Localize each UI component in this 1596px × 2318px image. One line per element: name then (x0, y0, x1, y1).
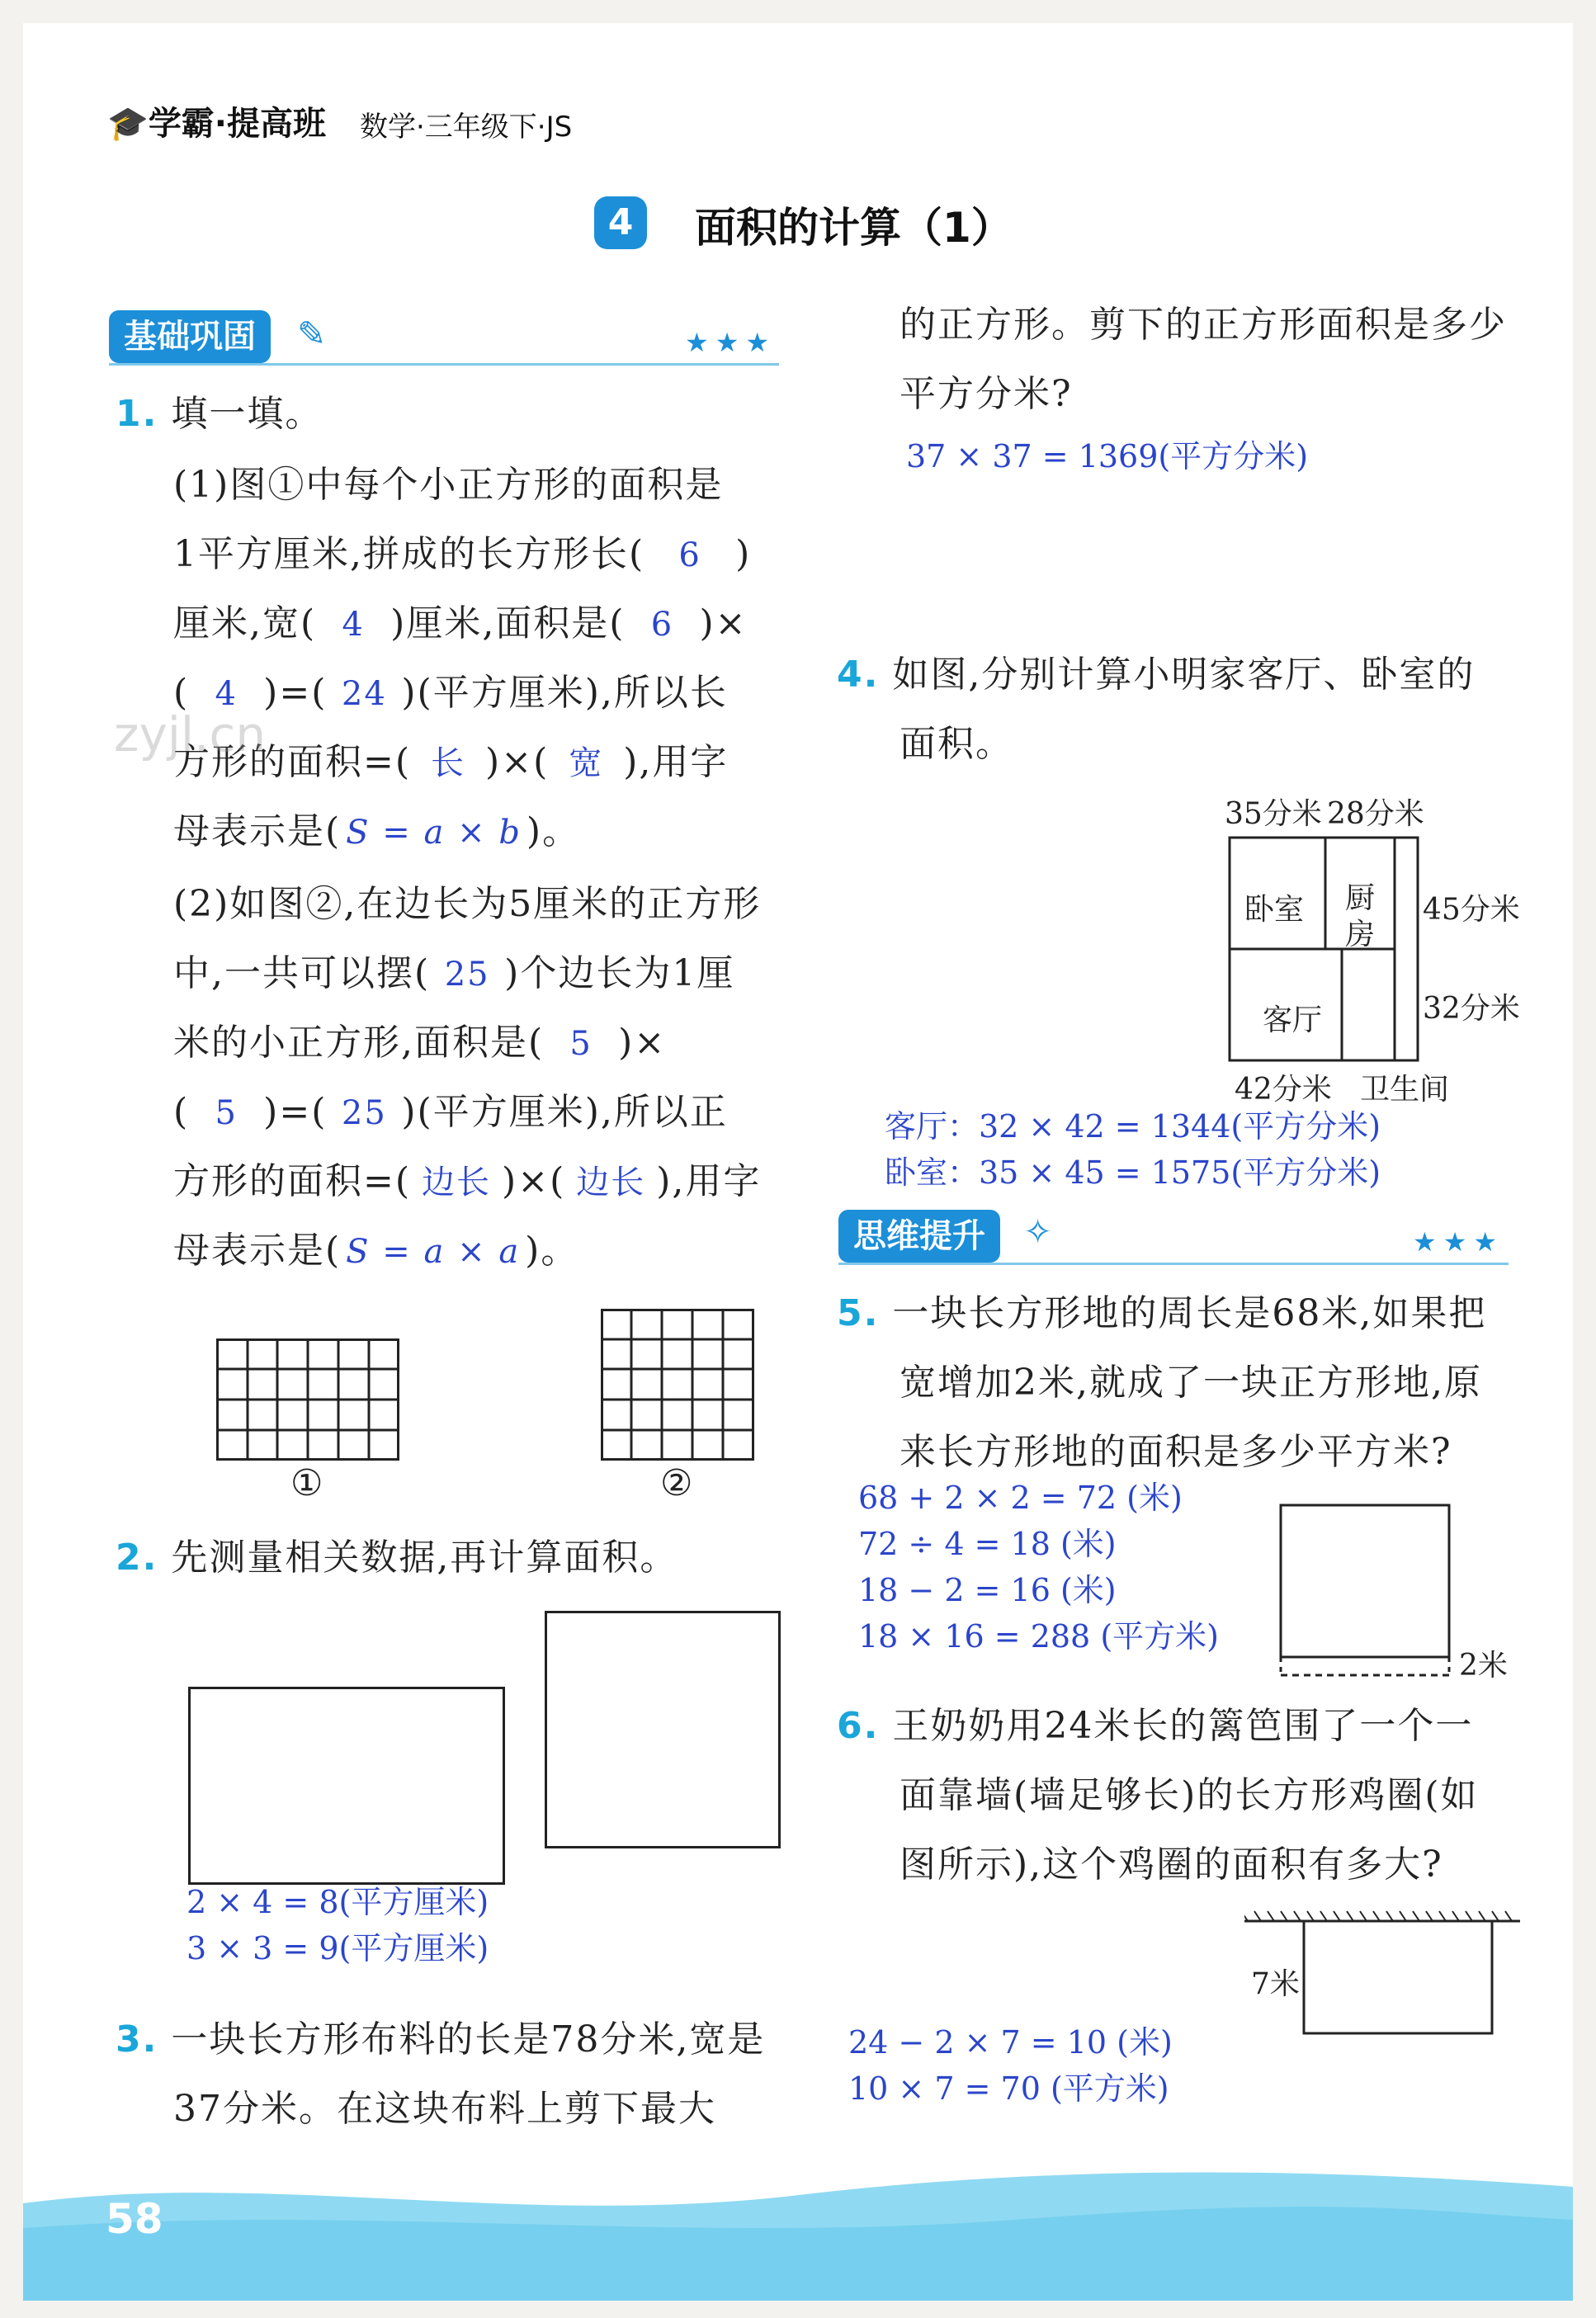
q4-dim-right-top: 45分米 (1423, 893, 1520, 927)
q1-text: )=( (263, 672, 328, 714)
figure1-grid (216, 1338, 399, 1461)
q6-answer1: 24 − 2 × 7 = 10 (米) (848, 2024, 1173, 2061)
q2-title (116, 1523, 678, 1593)
q4-answer2: 卧室：35 × 45 = 1575(平方分米) (885, 1154, 1381, 1191)
q1-text: )(平方厘米),所以长 (401, 672, 728, 714)
q4-dim-bottom: 42分米 (1235, 1073, 1332, 1107)
q4-room-kitchen-1: 厨 (1345, 881, 1376, 915)
q2-answer1: 2 × 4 = 8(平方厘米) (187, 1884, 489, 1920)
q1-text: 方形的面积=( (173, 1160, 412, 1202)
q1-p2-line5 (173, 1147, 761, 1217)
q4-number: 4. (837, 654, 880, 696)
q2-text: 先测量相关数据,再计算面积。 (171, 1537, 678, 1579)
q1-p1-line3 (173, 589, 748, 659)
q1-text: )个边长为1厘 (504, 952, 735, 994)
q1-p2-line1: (2)如图②,在边长为5厘米的正方形 (173, 883, 762, 925)
subject-label: 数学·三年级下·JS (360, 111, 573, 144)
q4-line1 (837, 640, 1475, 710)
q1-text: )。 (526, 810, 581, 852)
q3-line1 (116, 2005, 765, 2075)
q1-text: )厘米,面积是( (390, 602, 626, 644)
q5-number: 5. (837, 1292, 880, 1334)
q3-line3: 的正方形。剪下的正方形面积是多少 (900, 304, 1507, 346)
q1-text: 方形的面积=( (173, 741, 412, 783)
q3-number: 3. (116, 2018, 158, 2061)
q1-answer-word-side1: 边长 (422, 1164, 492, 1201)
q1-answer-length: 6 (678, 536, 701, 574)
q3-line2: 37分米。在这块布料上剪下最大 (173, 2088, 716, 2130)
q1-text: ( (173, 672, 190, 714)
section-basic-label: 基础巩固 (124, 318, 256, 356)
q4-dim-top-left: 35分米 (1225, 797, 1322, 831)
q4-room-kitchen-2: 房 (1345, 918, 1376, 951)
q1-answer-word-side2: 边长 (576, 1164, 646, 1201)
q5-figure (1277, 1502, 1467, 1680)
q5-line2: 宽增加2米,就成了一块正方形地,原 (900, 1362, 1482, 1404)
section-advanced-stars: ★★★ (1413, 1226, 1504, 1258)
lesson-title: 面积的计算（1） (695, 204, 1013, 252)
q4-room-living: 客厅 (1263, 1003, 1323, 1037)
q1-answer-side1: 5 (569, 1025, 593, 1063)
brand-text: 学霸·提高班 (148, 105, 327, 143)
q1-answer-side2: 5 (215, 1094, 238, 1132)
q1-text: 中,一共可以摆( (173, 952, 431, 994)
q1-p2-line6 (173, 1216, 578, 1286)
q4-dim-right-bottom: 32分米 (1423, 992, 1520, 1026)
q3-answer: 37 × 37 = 1369(平方分米) (906, 438, 1309, 474)
brand-logo (107, 97, 326, 144)
q6-text: 王奶奶用24米长的篱笆围了一个一 (892, 1705, 1474, 1747)
q1-p2-line3 (173, 1008, 666, 1079)
q6-line1 (837, 1692, 1473, 1761)
q1-answer-factor1: 6 (650, 606, 674, 644)
lesson-number: 4 (607, 201, 634, 243)
q1-text: 母表示是( (173, 1230, 342, 1272)
figure1-label: ① (290, 1462, 325, 1504)
q1-text: 母表示是( (173, 810, 342, 852)
q1-answer-factor2: 4 (215, 675, 238, 713)
q1-p1-line1: (1)图①中每个小正方形的面积是 (173, 464, 724, 506)
page-number: 58 (106, 2195, 163, 2243)
sparkle-icon: ✧ (1023, 1211, 1053, 1252)
q4-text: 如图,分别计算小明家客厅、卧室的 (892, 654, 1476, 696)
q5-answer2: 72 ÷ 4 = 18 (米) (858, 1526, 1117, 1562)
q5-answer1: 68 + 2 × 2 = 72 (米) (858, 1480, 1183, 1516)
q4-room-bathroom: 卫生间 (1360, 1073, 1450, 1107)
section-basic-tag (109, 310, 271, 363)
q4-dim-top-right: 28分米 (1327, 797, 1424, 831)
q1-text: )。 (525, 1230, 579, 1272)
q6-line2: 面靠墙(墙足够长)的长方形鸡圈(如 (900, 1774, 1479, 1816)
q4-line2: 面积。 (900, 723, 1013, 765)
q1-text: 米的小正方形,面积是( (173, 1022, 545, 1064)
q1-text: )=( (263, 1091, 328, 1133)
q1-text: )× (618, 1022, 667, 1064)
q2-square (545, 1611, 781, 1848)
q1-text: ( (173, 1091, 190, 1133)
q1-text: ),用字 (656, 1160, 762, 1202)
q1-title (116, 380, 323, 449)
q1-text: ),用字 (623, 741, 729, 783)
q6-line3: 图所示),这个鸡圈的面积有多大? (900, 1844, 1443, 1886)
q5-line1 (837, 1279, 1486, 1348)
q5-line3: 来长方形地的面积是多少平方米? (900, 1431, 1452, 1473)
q6-figure-label: 7米 (1251, 1967, 1300, 2001)
pencil-icon: ✎ (297, 314, 327, 354)
q1-text: )× (699, 602, 748, 644)
q6-answer2: 10 × 7 = 70 (平方米) (848, 2070, 1169, 2107)
q3-text: 一块长方形布料的长是78分米,宽是 (171, 2018, 766, 2061)
q2-rectangle (188, 1687, 505, 1885)
q3-line4: 平方分米? (900, 373, 1073, 415)
mortarboard-icon: 🎓 (107, 105, 149, 143)
footer-wave (23, 2170, 1573, 2301)
lesson-number-badge (594, 196, 647, 249)
q1-text: )×( (502, 1160, 566, 1202)
q5-text: 一块长方形地的周长是68米,如果把 (892, 1292, 1487, 1334)
q1-p1-line6 (173, 797, 580, 867)
section-basic-rule (109, 363, 779, 366)
q1-text: )(平方厘米),所以正 (401, 1091, 728, 1133)
q1-p1-line2 (173, 520, 751, 590)
q5-answer3: 18 − 2 = 16 (米) (858, 1572, 1117, 1608)
q1-answer-formula-rect: S = a × b (346, 814, 522, 852)
q1-text: ) (735, 533, 752, 575)
section-basic-stars: ★★★ (685, 327, 777, 358)
q1-title-text: 填一填。 (171, 393, 323, 435)
q1-p2-line2 (173, 939, 734, 1009)
section-advanced-tag (838, 1210, 1000, 1263)
figure2-label: ② (660, 1462, 695, 1504)
q1-text: 1平方厘米,拼成的长方形长( (173, 533, 645, 575)
q1-text: 厘米,宽( (173, 602, 317, 644)
watermark: zyjl.cn (114, 706, 267, 762)
q2-number: 2. (116, 1537, 158, 1579)
q6-number: 6. (837, 1705, 880, 1747)
q4-answer1: 客厅：32 × 42 = 1344(平方分米) (885, 1108, 1381, 1145)
q1-answer-square-area: 25 (341, 1094, 387, 1132)
q5-answer4: 18 × 16 = 288 (平方米) (858, 1618, 1219, 1655)
section-advanced-label: 思维提升 (853, 1217, 985, 1255)
q2-answer2: 3 × 3 = 9(平方厘米) (187, 1930, 489, 1966)
figure2-grid (601, 1309, 754, 1461)
q1-text: )×( (485, 741, 550, 783)
q4-room-bedroom: 卧室 (1244, 893, 1305, 927)
q1-answer-area: 24 (341, 675, 387, 713)
q1-number: 1. (116, 393, 158, 435)
q1-answer-formula-square: S = a × a (346, 1233, 521, 1271)
q1-answer-count: 25 (444, 956, 490, 994)
q1-p2-line4 (173, 1078, 728, 1148)
q1-answer-word-width: 宽 (569, 744, 604, 782)
q1-answer-width: 4 (342, 606, 365, 644)
q1-answer-word-length: 长 (431, 744, 466, 782)
q5-figure-label: 2米 (1459, 1649, 1508, 1683)
section-advanced-rule (838, 1263, 1509, 1265)
